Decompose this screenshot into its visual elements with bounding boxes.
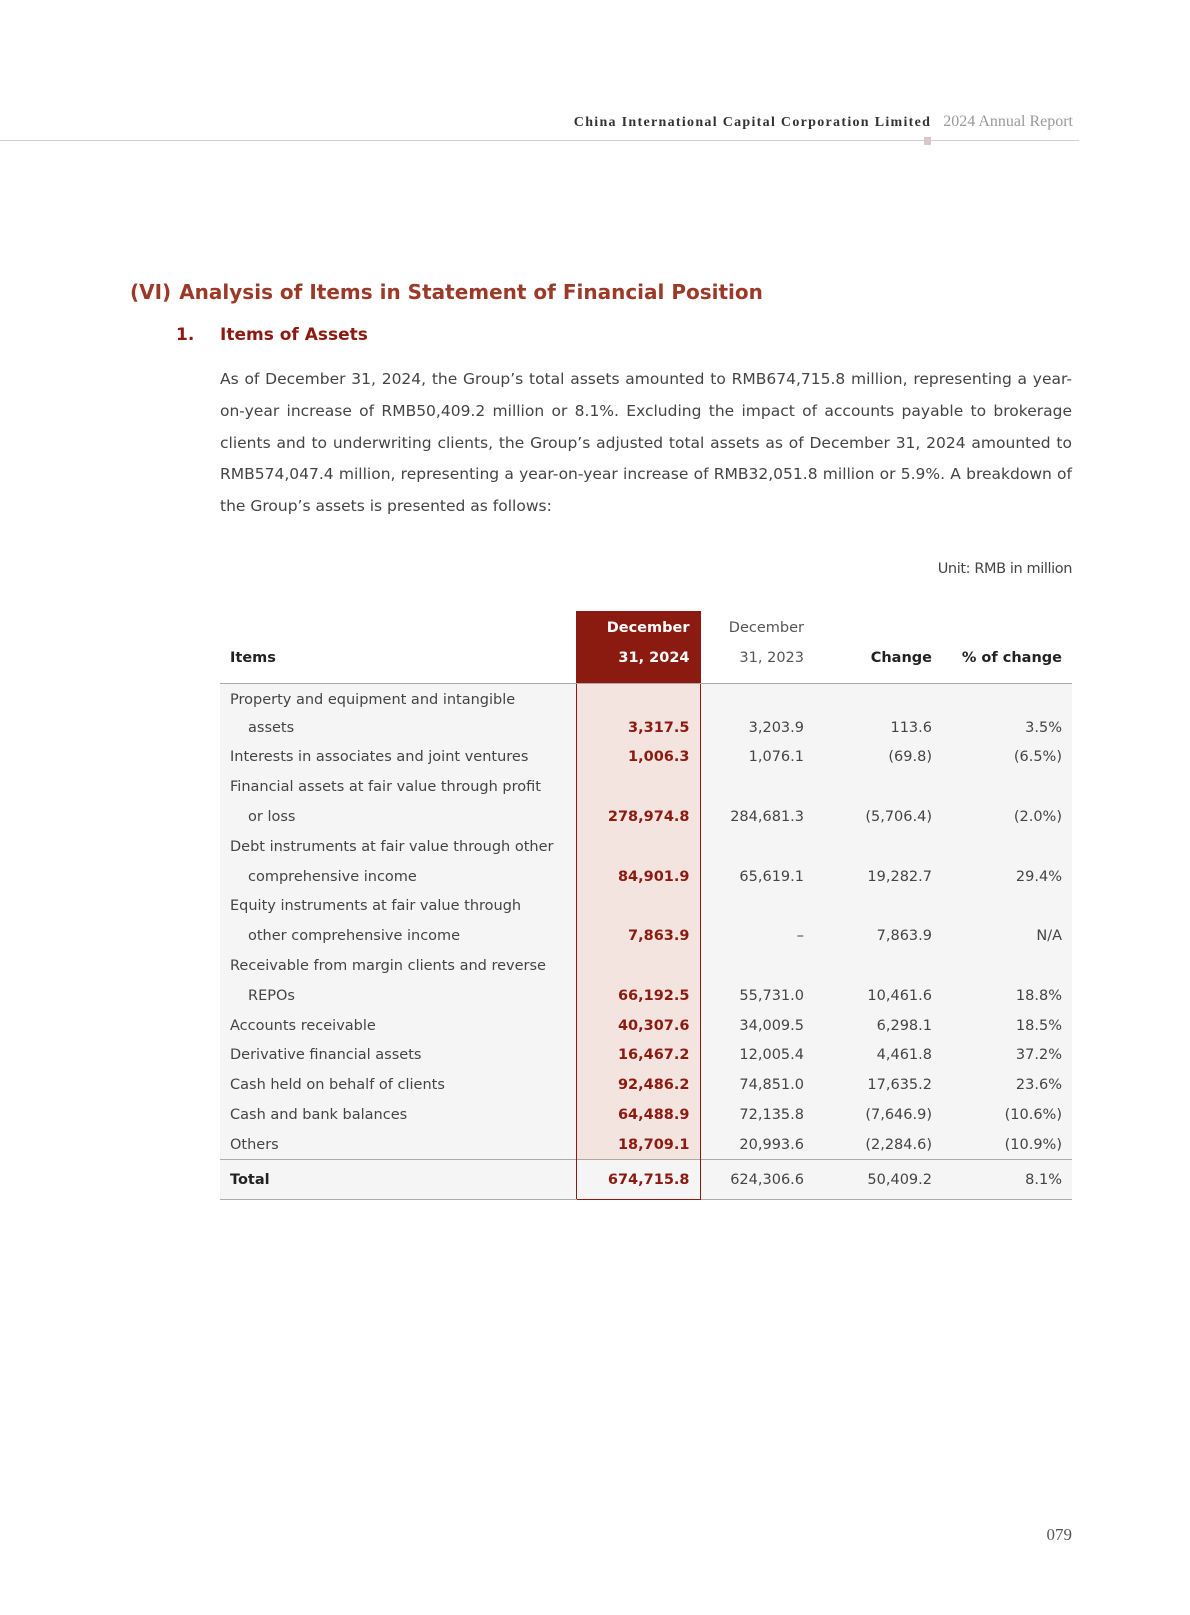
item-label-cont: REPOs <box>220 981 576 1011</box>
change-value: (69.8) <box>814 743 942 773</box>
spacer-cell <box>814 832 942 862</box>
value-2024: 7,863.9 <box>576 921 700 951</box>
item-label: Derivative financial assets <box>220 1041 576 1071</box>
spacer-cell <box>814 772 942 802</box>
total-2023: 624,306.6 <box>700 1160 814 1200</box>
item-label-cont: assets <box>220 713 576 743</box>
spacer-cell <box>576 832 700 862</box>
pct-change-value: N/A <box>942 921 1072 951</box>
change-value: (7,646.9) <box>814 1100 942 1130</box>
value-2023: 1,076.1 <box>700 743 814 773</box>
value-2023: 55,731.0 <box>700 981 814 1011</box>
pct-change-value: (6.5%) <box>942 743 1072 773</box>
body-paragraph: As of December 31, 2024, the Group’s total assets amounted to RMB674,715.8 million, representing a year-on-year increase of RMB50,409.2 million or 8.1%. Excluding the impact of accounts payable to brokerage clients and to underwriting clients, the Group’s adjusted total assets as of December 31, 2024 amounted to RMB574,047.4 million, representing a year-on-year increase of RMB32,051.8 million or 5.9%. A breakdown of the Group’s assets is presented as follows: <box>220 370 1072 516</box>
value-2024: 1,006.3 <box>576 743 700 773</box>
value-2024: 3,317.5 <box>576 713 700 743</box>
change-value: 19,282.7 <box>814 862 942 892</box>
company-name: China International Capital Corporation Limited <box>573 115 932 130</box>
section-title-text: Analysis of Items in Statement of Financial Position <box>179 280 763 304</box>
value-2023: 74,851.0 <box>700 1070 814 1100</box>
table-row <box>220 1100 1072 1130</box>
value-2024: 18,709.1 <box>576 1130 700 1160</box>
value-2023: 72,135.8 <box>700 1100 814 1130</box>
change-value: (5,706.4) <box>814 802 942 832</box>
value-2023: 12,005.4 <box>700 1041 814 1071</box>
table-row <box>220 892 1072 922</box>
change-value: 113.6 <box>814 713 942 743</box>
spacer-cell <box>700 683 814 713</box>
change-value: 17,635.2 <box>814 1070 942 1100</box>
header-items: Items <box>220 611 576 683</box>
table-row <box>220 921 1072 951</box>
table-header-row <box>220 611 1072 683</box>
value-2023: 3,203.9 <box>700 713 814 743</box>
total-row <box>220 1160 1072 1200</box>
item-label: Property and equipment and intangible <box>220 683 576 713</box>
item-label: Equity instruments at fair value through <box>220 892 576 922</box>
spacer-cell <box>576 951 700 981</box>
value-2024: 84,901.9 <box>576 862 700 892</box>
section-title <box>130 280 763 304</box>
table-row <box>220 1130 1072 1160</box>
spacer-cell <box>942 832 1072 862</box>
value-2024: 66,192.5 <box>576 981 700 1011</box>
item-label: Cash and bank balances <box>220 1100 576 1130</box>
spacer-cell <box>942 892 1072 922</box>
header-pct-change: % of change <box>942 611 1072 683</box>
change-value: 7,863.9 <box>814 921 942 951</box>
spacer-cell <box>942 951 1072 981</box>
spacer-cell <box>576 892 700 922</box>
unit-note: Unit: RMB in million <box>937 561 1072 577</box>
pct-change-value: 37.2% <box>942 1041 1072 1071</box>
spacer-cell <box>700 892 814 922</box>
spacer-cell <box>700 951 814 981</box>
pct-change-value: (10.6%) <box>942 1100 1072 1130</box>
spacer-cell <box>942 683 1072 713</box>
table-row <box>220 683 1072 713</box>
pct-change-value: (2.0%) <box>942 802 1072 832</box>
table-row <box>220 1070 1072 1100</box>
pct-change-value: 23.6% <box>942 1070 1072 1100</box>
subsection-title <box>176 325 368 345</box>
running-header <box>574 113 1073 131</box>
header-rule <box>0 140 1079 141</box>
spacer-cell <box>814 951 942 981</box>
total-change: 50,409.2 <box>814 1160 942 1200</box>
total-pct-change: 8.1% <box>942 1160 1072 1200</box>
subsection-title-text: Items of Assets <box>220 325 368 345</box>
spacer-cell <box>576 772 700 802</box>
report-name: 2024 Annual Report <box>943 113 1073 130</box>
item-label-cont: comprehensive income <box>220 862 576 892</box>
pct-change-value: 18.5% <box>942 1011 1072 1041</box>
table-row <box>220 1011 1072 1041</box>
section-number: (VI) <box>130 280 172 304</box>
pct-change-value: 3.5% <box>942 713 1072 743</box>
item-label-cont: other comprehensive income <box>220 921 576 951</box>
spacer-cell <box>814 683 942 713</box>
pct-change-value: 18.8% <box>942 981 1072 1011</box>
value-2024: 278,974.8 <box>576 802 700 832</box>
item-label: Cash held on behalf of clients <box>220 1070 576 1100</box>
value-2024: 40,307.6 <box>576 1011 700 1041</box>
item-label-cont: or loss <box>220 802 576 832</box>
change-value: (2,284.6) <box>814 1130 942 1160</box>
item-label: Interests in associates and joint ventures <box>220 743 576 773</box>
header-dec-2023: December 31, 2023 <box>700 611 814 683</box>
spacer-cell <box>942 772 1072 802</box>
item-label: Debt instruments at fair value through other <box>220 832 576 862</box>
spacer-cell <box>700 832 814 862</box>
value-2024: 92,486.2 <box>576 1070 700 1100</box>
value-2024: 64,488.9 <box>576 1100 700 1130</box>
table-row <box>220 832 1072 862</box>
item-label: Others <box>220 1130 576 1160</box>
table-row <box>220 802 1072 832</box>
subsection-number: 1. <box>176 325 195 345</box>
change-value: 6,298.1 <box>814 1011 942 1041</box>
value-2023: 34,009.5 <box>700 1011 814 1041</box>
item-label: Financial assets at fair value through profit <box>220 772 576 802</box>
table-row <box>220 772 1072 802</box>
item-label: Accounts receivable <box>220 1011 576 1041</box>
value-2024: 16,467.2 <box>576 1041 700 1071</box>
header-change: Change <box>814 611 942 683</box>
item-label: Receivable from margin clients and reverse <box>220 951 576 981</box>
change-value: 4,461.8 <box>814 1041 942 1071</box>
assets-table <box>220 611 1072 1200</box>
table-row <box>220 951 1072 981</box>
table-row <box>220 1041 1072 1071</box>
change-value: 10,461.6 <box>814 981 942 1011</box>
pct-change-value: (10.9%) <box>942 1130 1072 1160</box>
pct-change-value: 29.4% <box>942 862 1072 892</box>
spacer-cell <box>576 683 700 713</box>
page-number: 079 <box>1046 1525 1072 1544</box>
table-row <box>220 743 1072 773</box>
total-label: Total <box>220 1160 576 1200</box>
spacer-cell <box>814 892 942 922</box>
spacer-cell <box>700 772 814 802</box>
value-2023: 65,619.1 <box>700 862 814 892</box>
table-row <box>220 713 1072 743</box>
value-2023: 20,993.6 <box>700 1130 814 1160</box>
table-row <box>220 981 1072 1011</box>
header-marker <box>924 137 931 145</box>
total-2024: 674,715.8 <box>576 1160 700 1200</box>
table-row <box>220 862 1072 892</box>
header-dec-2024: December 31, 2024 <box>576 611 700 683</box>
value-2023: – <box>700 921 814 951</box>
value-2023: 284,681.3 <box>700 802 814 832</box>
